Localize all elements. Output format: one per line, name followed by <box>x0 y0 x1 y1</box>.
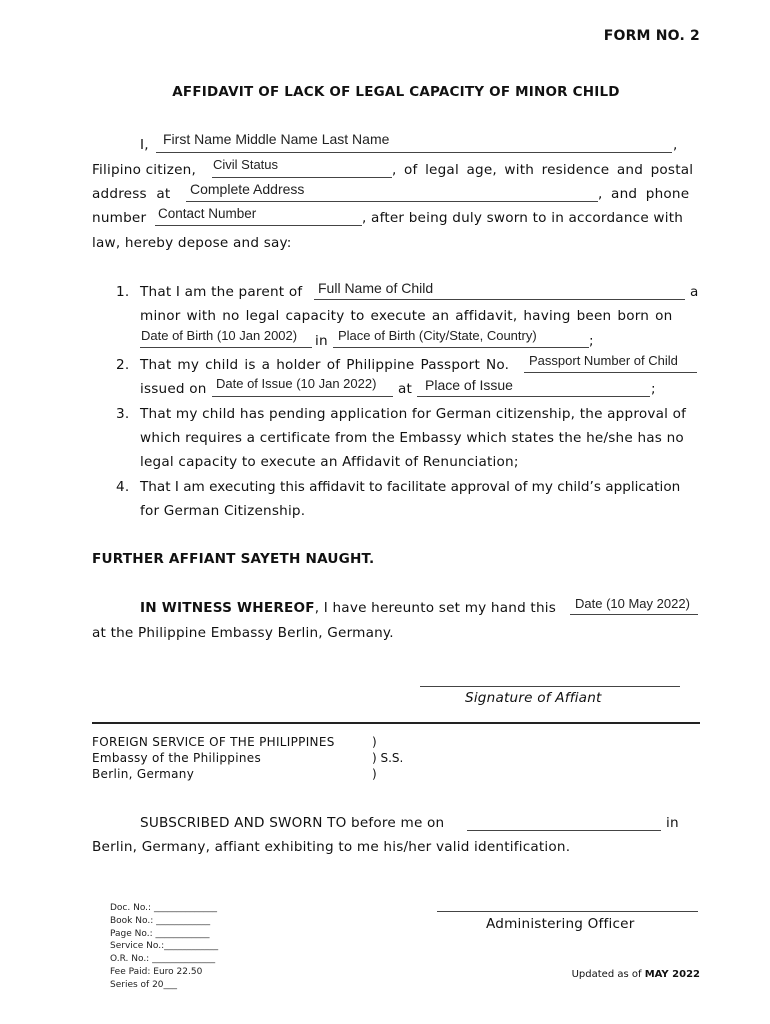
witness-date-field[interactable]: Date (10 May 2022) <box>575 596 690 611</box>
at-text: at <box>398 381 413 397</box>
venue-ss-block <box>372 734 403 782</box>
civil-status-field[interactable]: Civil Status <box>213 157 279 172</box>
dob-line[interactable] <box>140 347 312 348</box>
contact-field[interactable]: Contact Number <box>158 206 257 221</box>
child-name-field[interactable]: Full Name of Child <box>318 280 434 296</box>
name-field-line[interactable] <box>156 152 672 153</box>
issue-place-line[interactable] <box>417 396 650 397</box>
issue-date-field[interactable]: Date of Issue (10 Jan 2022) <box>216 376 377 391</box>
witness-line-2: at the Philippine Embassy Berlin, Germany. <box>92 625 394 641</box>
notarial-register <box>110 902 218 992</box>
issued-on-text: issued on <box>140 381 207 397</box>
form-number: FORM NO. 2 <box>603 28 700 44</box>
name-field[interactable]: First Name Middle Name Last Name <box>163 131 390 147</box>
section-divider <box>92 722 700 724</box>
passport-line[interactable] <box>524 372 697 373</box>
venue-paren-1: ) <box>372 735 377 749</box>
address-prefix: address at <box>92 186 171 202</box>
item-4-number: 4. <box>116 479 130 495</box>
item-3-line-1: That my child has pending application for German citizenship, the approval of <box>140 406 687 422</box>
item-3-line-2: which requires a certificate from the Embassy which states the he/she has no <box>140 430 684 446</box>
item-4-line-2: for German Citizenship. <box>140 503 306 519</box>
sworn-text: , after being duly sworn to in accordance with <box>362 210 684 226</box>
updated-prefix: Updated as of <box>571 969 642 980</box>
passport-field[interactable]: Passport Number of Child <box>529 353 678 368</box>
civil-status-line[interactable] <box>212 177 392 178</box>
item-1-number: 1. <box>116 284 130 300</box>
venue-line-2: Embassy of the Philippines <box>92 751 262 765</box>
item-3-number: 3. <box>116 406 130 422</box>
item-1-in: in <box>315 333 328 349</box>
jurat-line-1: SUBSCRIBED AND SWORN TO before me on <box>140 815 445 831</box>
jurat-line-2: Berlin, Germany, affiant exhibiting to me his/her valid identification. <box>92 839 571 855</box>
item-2-number: 2. <box>116 357 130 373</box>
updated-note <box>572 969 700 980</box>
doc-no: Doc. No.: ______________ <box>110 903 217 913</box>
updated-date: MAY 2022 <box>644 969 700 980</box>
venue-paren-3: ) <box>372 767 377 781</box>
officer-label: Administering Officer <box>486 916 635 932</box>
child-name-line[interactable] <box>314 299 685 300</box>
legal-age-text: , of legal age, with residence and postal <box>392 162 694 178</box>
pob-field[interactable]: Place of Birth (City/State, Country) <box>338 328 537 343</box>
item-1-a: a <box>690 284 699 300</box>
witness-date-line[interactable] <box>570 614 698 615</box>
item-1-line-2: minor with no legal capacity to execute an affidavit, having been born on <box>140 308 673 324</box>
issue-place-field[interactable]: Place of Issue <box>425 377 513 393</box>
comma: , <box>673 137 678 153</box>
series: Series of 20___ <box>110 979 178 990</box>
signature-label: Signature of Affiant <box>465 690 602 706</box>
law-text: law, hereby depose and say: <box>92 235 292 251</box>
item-1-prefix: That I am the parent of <box>140 284 303 300</box>
signature-line[interactable] <box>420 686 680 687</box>
item-4-line-1: That I am executing this affidavit to facilitate approval of my child’s application <box>140 479 681 495</box>
item-3-line-3: legal capacity to execute an Affidavit of Renunciation; <box>140 454 519 470</box>
book-no: Book No.: ____________ <box>110 915 211 926</box>
issue-date-line[interactable] <box>212 396 393 397</box>
venue-ss: ) S.S. <box>372 751 404 765</box>
officer-signature-line[interactable] <box>437 911 698 912</box>
or-no: O.R. No.: ______________ <box>110 954 216 965</box>
address-line[interactable] <box>186 201 598 202</box>
item-2-semicolon: ; <box>651 381 656 397</box>
address-field[interactable]: Complete Address <box>190 181 305 197</box>
item-1-semicolon: ; <box>589 333 594 349</box>
witness-text <box>140 600 556 616</box>
i-prefix: I, <box>140 137 149 153</box>
citizen-prefix: Filipino citizen, <box>92 162 197 178</box>
contact-line[interactable] <box>155 225 362 226</box>
witness-bold: IN WITNESS WHEREOF <box>140 600 315 616</box>
jurat-in: in <box>666 815 679 831</box>
jurat-date-line[interactable] <box>467 830 661 831</box>
witness-rest: , I have hereunto set my hand this <box>314 600 557 616</box>
pob-line[interactable] <box>333 347 589 348</box>
fee-paid: Fee Paid: Euro 22.50 <box>110 966 203 977</box>
dob-field[interactable]: Date of Birth (10 Jan 2002) <box>141 328 298 343</box>
further-affiant-heading: FURTHER AFFIANT SAYETH NAUGHT. <box>92 551 375 567</box>
document-title: AFFIDAVIT OF LACK OF LEGAL CAPACITY OF MINOR CHILD <box>172 84 620 100</box>
page-no: Page No.: ____________ <box>110 928 210 939</box>
venue-line-3: Berlin, Germany <box>92 767 195 781</box>
phone-text: , and phone <box>598 186 690 202</box>
venue-line-1: FOREIGN SERVICE OF THE PHILIPPINES <box>92 735 335 749</box>
item-2-prefix: That my child is a holder of Philippine Passport No. <box>140 357 510 373</box>
service-no: Service No.:____________ <box>110 941 219 952</box>
venue-block <box>92 734 335 782</box>
number-prefix: number <box>92 210 147 226</box>
